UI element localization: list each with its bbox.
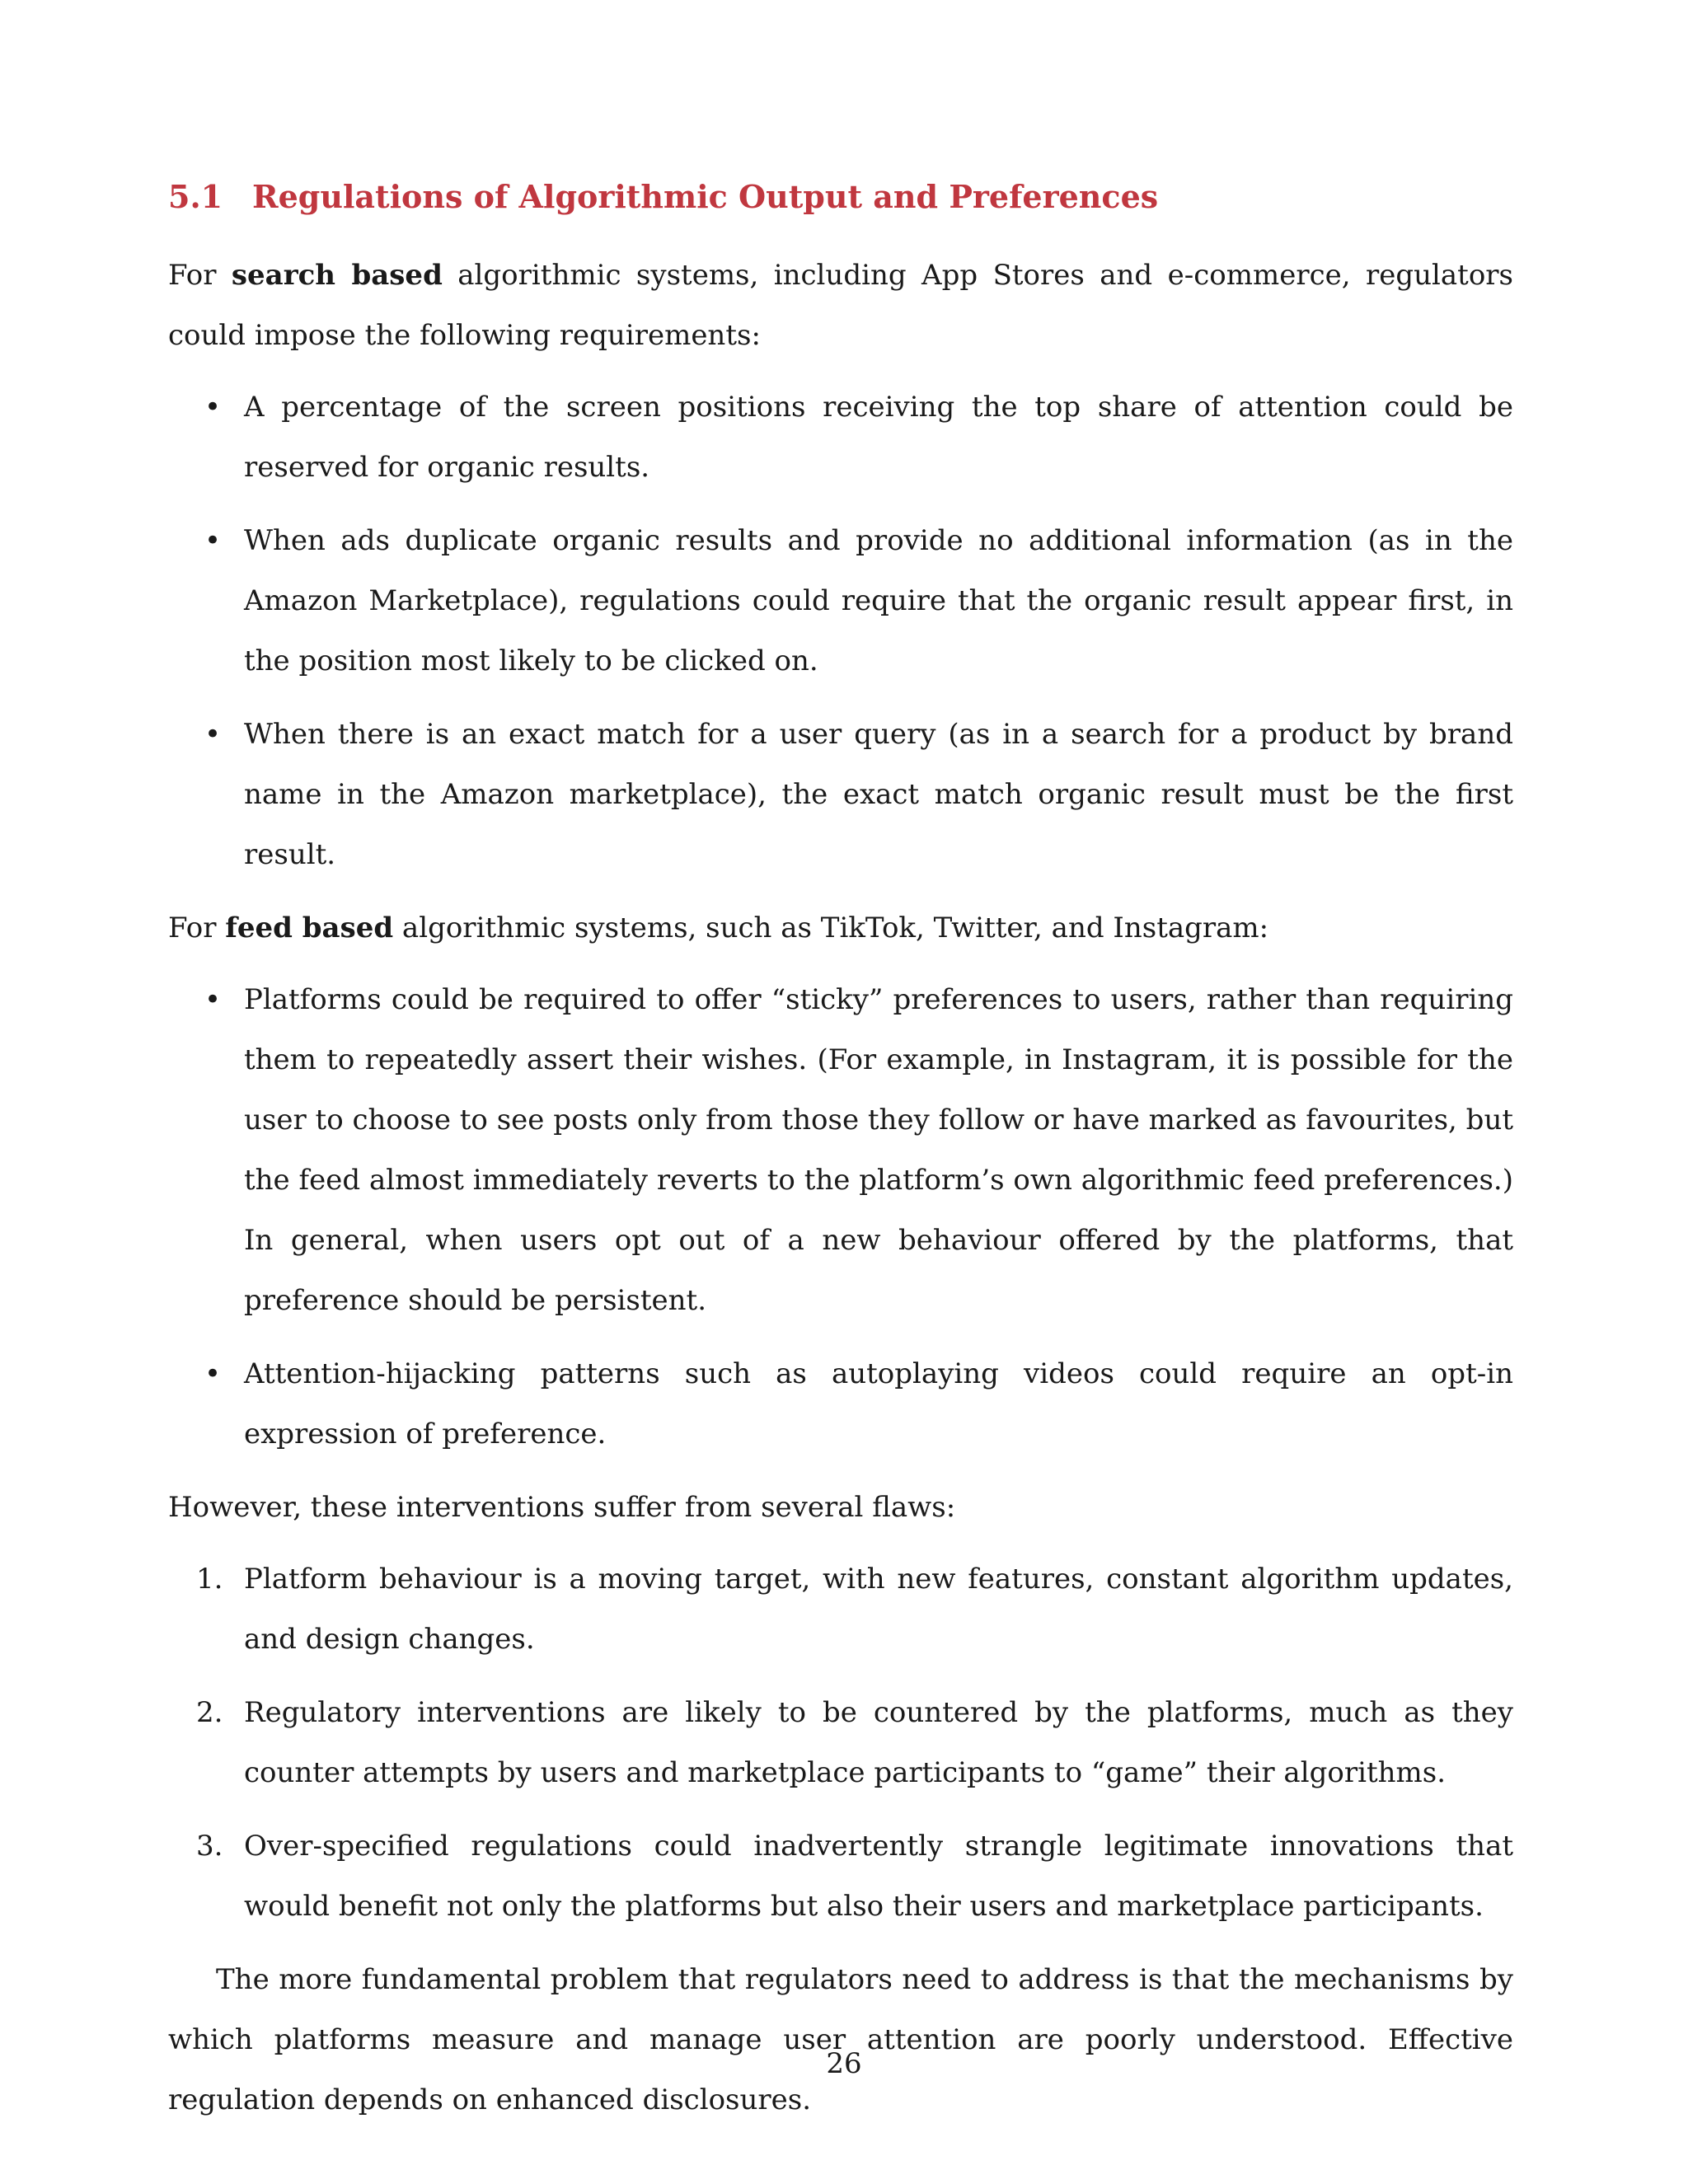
section-heading — [168, 173, 1513, 221]
bullet-marker: • — [204, 524, 222, 557]
list-item-text: Platform behaviour is a moving target, with new features, constant algorithm updates, and design changes. — [244, 1563, 1513, 1656]
search-intro-before: For — [168, 259, 232, 292]
bullet-marker: • — [204, 718, 222, 751]
number-marker: 1. — [196, 1563, 223, 1596]
feed-based-term: feed based — [225, 912, 394, 944]
list-item-text: When ads duplicate organic results and provide no additional information (as in the Amazon Marketplace), regulations could require that the organic result appear first, in the position most likely to be clicked on. — [244, 524, 1513, 677]
list-item-text: When there is an exact match for a user query (as in a search for a product by brand name in the Amazon marketplace), the exact match organic result must be the first result. — [244, 718, 1513, 871]
feed-intro-paragraph — [168, 898, 1513, 958]
list-item-text: Over-specified regulations could inadvertently strangle legitimate innovations that would benefit not only the platforms but also their users and marketplace participants. — [244, 1830, 1513, 1923]
bullet-marker: • — [204, 1357, 222, 1390]
feed-intro-after: algorithmic systems, such as TikTok, Twitter, and Instagram: — [393, 912, 1269, 944]
closing-paragraph: The more fundamental problem that regulators need to address is that the mechanisms by which platforms measure and manage user attention are poorly understood. Effective regulation depends on enhanced disclosures. — [168, 1963, 1513, 2116]
feed-intro-before: For — [168, 912, 226, 944]
page-body — [168, 173, 1513, 2130]
list-item-text: Regulatory interventions are likely to be countered by the platforms, much as they counter attempts by users and marketplace participants to “game” their algorithms. — [244, 1696, 1513, 1789]
bullet-marker: • — [204, 391, 222, 424]
feed-requirements-list — [168, 970, 1513, 1465]
list-item — [168, 511, 1513, 691]
list-item — [168, 377, 1513, 498]
number-marker: 2. — [196, 1696, 223, 1729]
search-intro-paragraph — [168, 246, 1513, 366]
list-item — [168, 1683, 1513, 1803]
list-item-text: Attention-hijacking patterns such as autoplaying videos could require an opt-in expression of preference. — [244, 1357, 1513, 1451]
section-title: Regulations of Algorithmic Output and Preferences — [252, 178, 1159, 215]
search-requirements-list — [168, 377, 1513, 885]
list-item — [168, 1549, 1513, 1670]
search-based-term: search based — [231, 259, 443, 292]
section-number: 5.1 — [168, 178, 223, 215]
list-item — [168, 1344, 1513, 1465]
list-item — [168, 1816, 1513, 1937]
list-item-text: Platforms could be required to offer “sticky” preferences to users, rather than requiring them to repeatedly assert their wishes. (For example, in Instagram, it is possible for the user to choose to see posts only from those they follow or have marked as favourites, but the feed almost immediately reverts to the platform’s own algorithmic feed preferences.) In general, when users opt out of a new behaviour offered by the platforms, that preference should be persistent. — [244, 983, 1513, 1317]
flaws-intro-paragraph: However, these interventions suffer from several flaws: — [168, 1491, 956, 1524]
number-marker: 3. — [196, 1830, 223, 1863]
list-item — [168, 970, 1513, 1331]
list-item-text: A percentage of the screen positions receiving the top share of attention could be reserved for organic results. — [244, 391, 1513, 484]
bullet-marker: • — [204, 983, 222, 1016]
list-item — [168, 705, 1513, 885]
page-number: 26 — [826, 2047, 862, 2080]
search-intro-after: algorithmic systems, including App Stores and e-commerce, regulators could impose the following requirements: — [168, 259, 1513, 352]
flaws-list — [168, 1549, 1513, 1937]
